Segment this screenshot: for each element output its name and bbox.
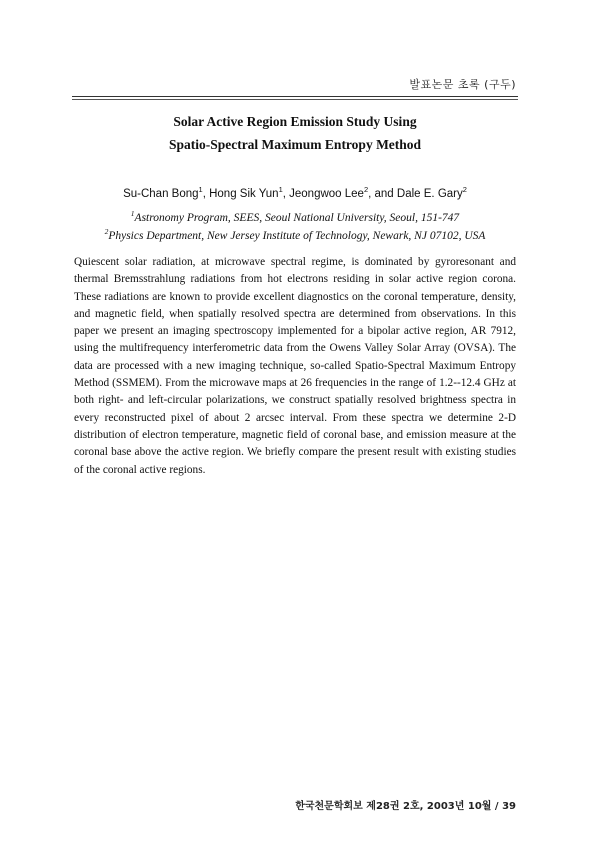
affiliation-text: Physics Department, New Jersey Institute of Technology, Newark, NJ 07102, USA: [108, 229, 486, 242]
affiliation: [72, 225, 518, 243]
author-name: Su-Chan Bong: [123, 187, 199, 200]
affiliation-mark: 1: [130, 209, 135, 218]
abstract-body: Quiescent solar radiation, at microwave spectral regime, is dominated by gyroresonant and thermal Bremsstrahlung radiations from hot electrons residing in solar active region corona. These radiations are known to provide excellent diagnostics on the coronal temperature, density, and magnetic field, when spatially resolved spectra are determined from observations. In this paper we present an imaging spectroscopy implemented for a bipolar active region, AR 7912, using the multifrequency interferometric data from the Owens Valley Solar Array (OVSA). The data are processed with a new imaging technique, so-called Spatio-Spectral Maximum Entropy Method (SSMEM). From the microwave maps at 26 frequencies in the range of 1.2--12.4 GHz at both right- and left-circular polarizations, we construct spatially resolved brightness spectra in every reconstructed pixel of about 2 arcsec interval. From these spectra we determine 2-D distribution of electron temperature, magnetic field of coronal base, and emission measure at the coronal base above the active region. We briefly compare the present result with existing studies of the coronal active regions.: [74, 256, 516, 476]
author-affil-mark: 1: [198, 185, 203, 194]
author-name: Dale E. Gary: [396, 187, 463, 200]
author-separator: ,: [282, 187, 290, 200]
author-affil-mark: 2: [363, 185, 369, 194]
affiliation-text: Astronomy Program, SEES, Seoul National University, Seoul, 151-747: [134, 211, 460, 224]
affiliation-list: [72, 207, 518, 243]
author-separator: , and: [368, 187, 397, 200]
author-list: [72, 185, 518, 200]
paper-title: [72, 110, 518, 156]
affiliation-mark: 2: [104, 226, 109, 236]
author-affil-mark: 2: [462, 185, 467, 194]
journal-citation: 한국천문학회보 제28권 2호, 2003년 10월 / 39: [295, 801, 516, 812]
author-name: Jeongwoo Lee: [289, 187, 364, 200]
section-label: 발표논문 초록 (구두): [409, 78, 516, 91]
author-separator: ,: [202, 187, 210, 200]
author-affil-mark: 1: [278, 185, 283, 194]
affiliation: [72, 207, 518, 225]
header-rule-secondary: [72, 99, 518, 100]
title-line-2: Spatio-Spectral Maximum Entropy Method: [168, 137, 422, 152]
title-line-1: Solar Active Region Emission Study Using: [173, 114, 417, 129]
header-rule: [72, 96, 518, 97]
author-name: Hong Sik Yun: [209, 187, 279, 200]
